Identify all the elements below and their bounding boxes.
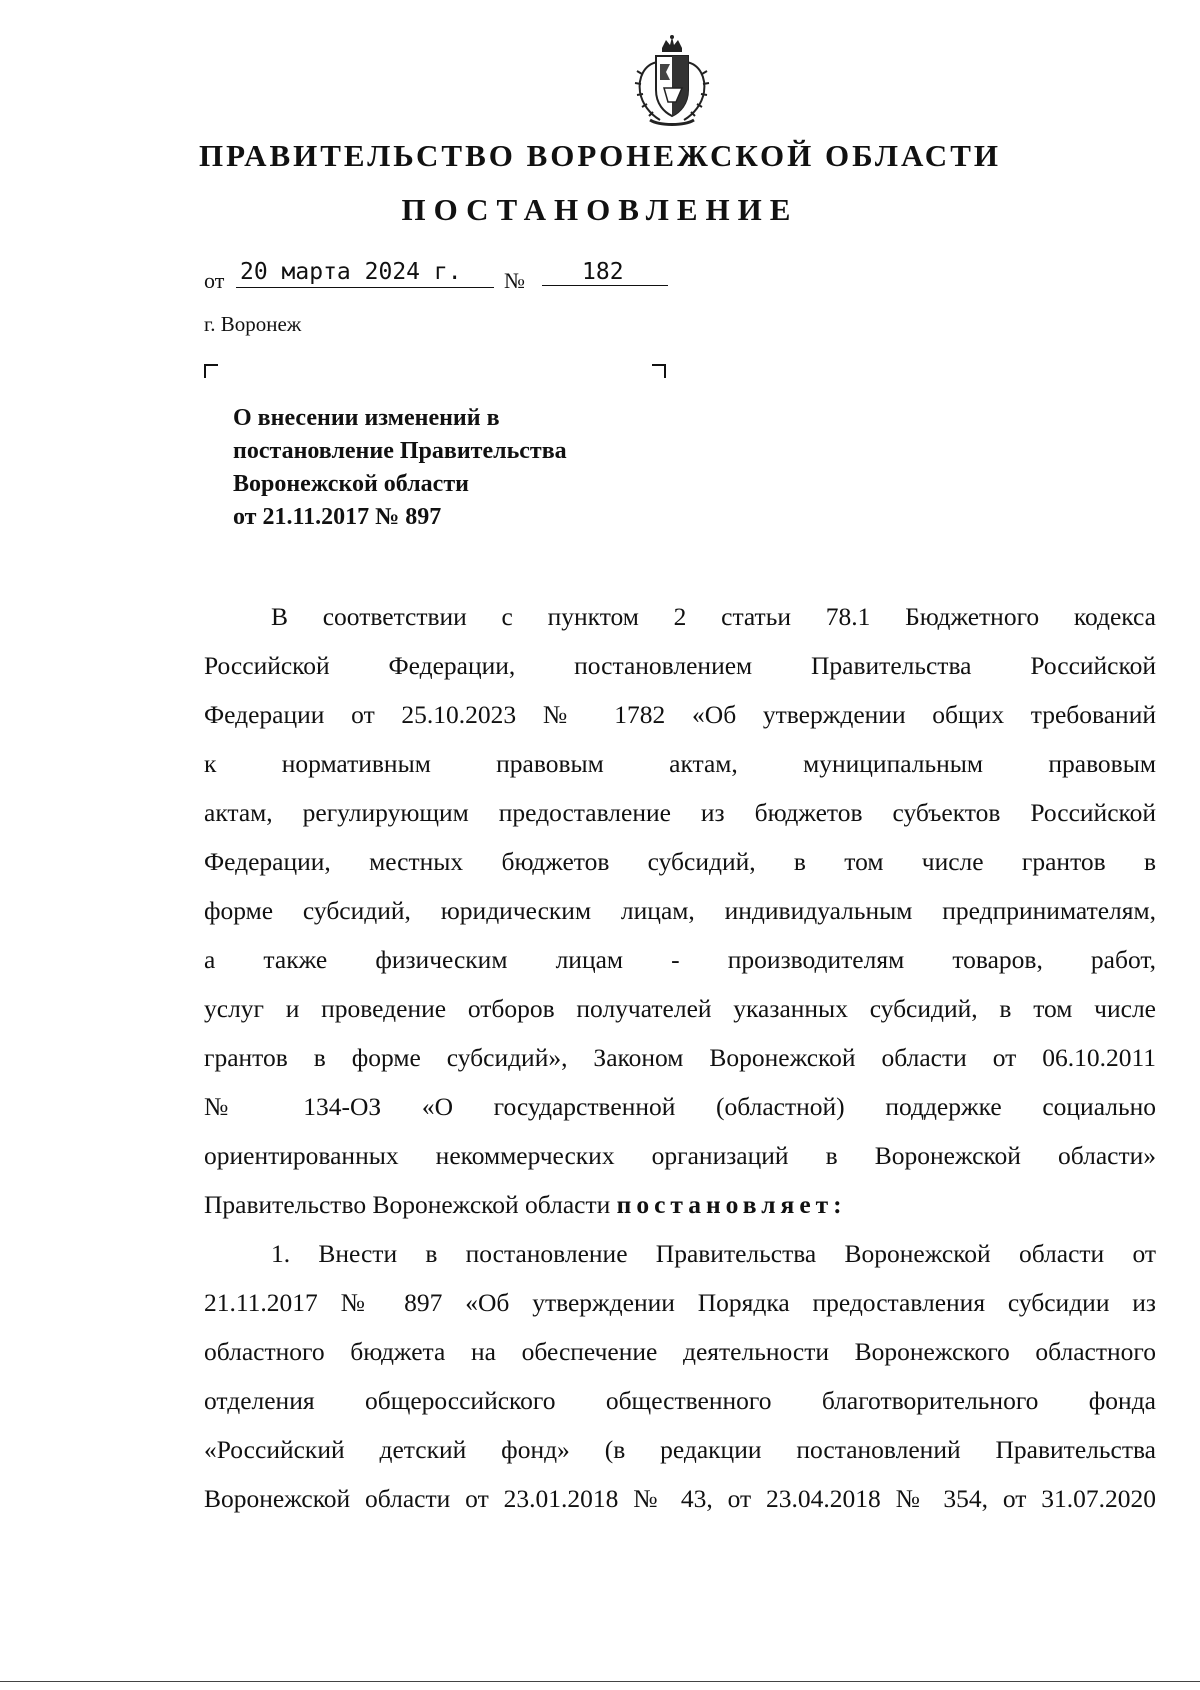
text-line: № 134-ОЗ «О государственной (областной) поддержке социально: [204, 1092, 1156, 1121]
subject-line: постановление Правительства: [233, 438, 567, 464]
text-line: Российской Федерации, постановлением Правительства Российской: [204, 651, 1156, 680]
text-line: а также физическим лицам - производителям товаров, работ,: [204, 945, 1156, 974]
text-line: 1. Внести в постановление Правительства Воронежской области от: [271, 1239, 1156, 1268]
text-line: отделения общероссийского общественного благотворительного фонда: [204, 1386, 1156, 1415]
resolution-verb: постановляет:: [616, 1190, 847, 1219]
text-line: услуг и проведение отборов получателей указанных субсидий, в том числе: [204, 994, 1156, 1023]
resolution-subject: Правительство Воронежской области: [204, 1190, 611, 1219]
subject-line: от 21.11.2017 № 897: [233, 504, 442, 530]
text-line: 21.11.2017 № 897 «Об утверждении Порядка предоставления субсидии из: [204, 1288, 1156, 1317]
text-line: Федерации, местных бюджетов субсидий, в том числе грантов в: [204, 847, 1156, 876]
page-bottom-rule: [0, 1681, 1200, 1682]
document-type-title: ПОСТАНОВЛЕНИЕ: [401, 192, 799, 227]
text-line: к нормативным правовым актам, муниципальным правовым: [204, 749, 1156, 778]
date-field: 20 марта 2024 г.: [236, 258, 494, 288]
preamble-paragraph: [204, 592, 1156, 1229]
subject-line: О внесении изменений в: [233, 405, 500, 431]
document-subject: [233, 402, 567, 534]
text-line: областного бюджета на обеспечение деятельности Воронежского областного: [204, 1337, 1156, 1366]
subject-line: Воронежской области: [233, 471, 469, 497]
text-line: «Российский детский фонд» (в редакции постановлений Правительства: [204, 1435, 1156, 1464]
text-line: актам, регулирующим предоставление из бюджетов субъектов Российской: [204, 798, 1156, 827]
subject-bracket-right: [652, 364, 666, 378]
subject-bracket-left: [204, 364, 218, 378]
coat-of-arms-icon: [630, 34, 714, 128]
number-field: 182: [542, 258, 668, 286]
text-line: грантов в форме субсидий», Законом Воронежской области от 06.10.2011: [204, 1043, 1156, 1072]
text-line: Воронежской области от 23.01.2018 № 43, от 23.04.2018 № 354, от 31.07.2020: [204, 1484, 1156, 1513]
text-line: форме субсидий, юридическим лицам, индивидуальным предпринимателям,: [204, 896, 1156, 925]
date-prefix: от: [204, 268, 225, 293]
text-line: Федерации от 25.10.2023 № 1782 «Об утверждении общих требований: [204, 700, 1156, 729]
government-title: ПРАВИТЕЛЬСТВО ВОРОНЕЖСКОЙ ОБЛАСТИ: [199, 138, 1001, 173]
text-line: [204, 1180, 1156, 1229]
number-sign: №: [504, 268, 525, 293]
text-line: В соответствии с пунктом 2 статьи 78.1 Бюджетного кодекса: [271, 602, 1156, 631]
text-line: ориентированных некоммерческих организаций в Воронежской области»: [204, 1141, 1156, 1170]
city-label: г. Воронеж: [204, 312, 302, 336]
clause-1-paragraph: [204, 1229, 1156, 1523]
